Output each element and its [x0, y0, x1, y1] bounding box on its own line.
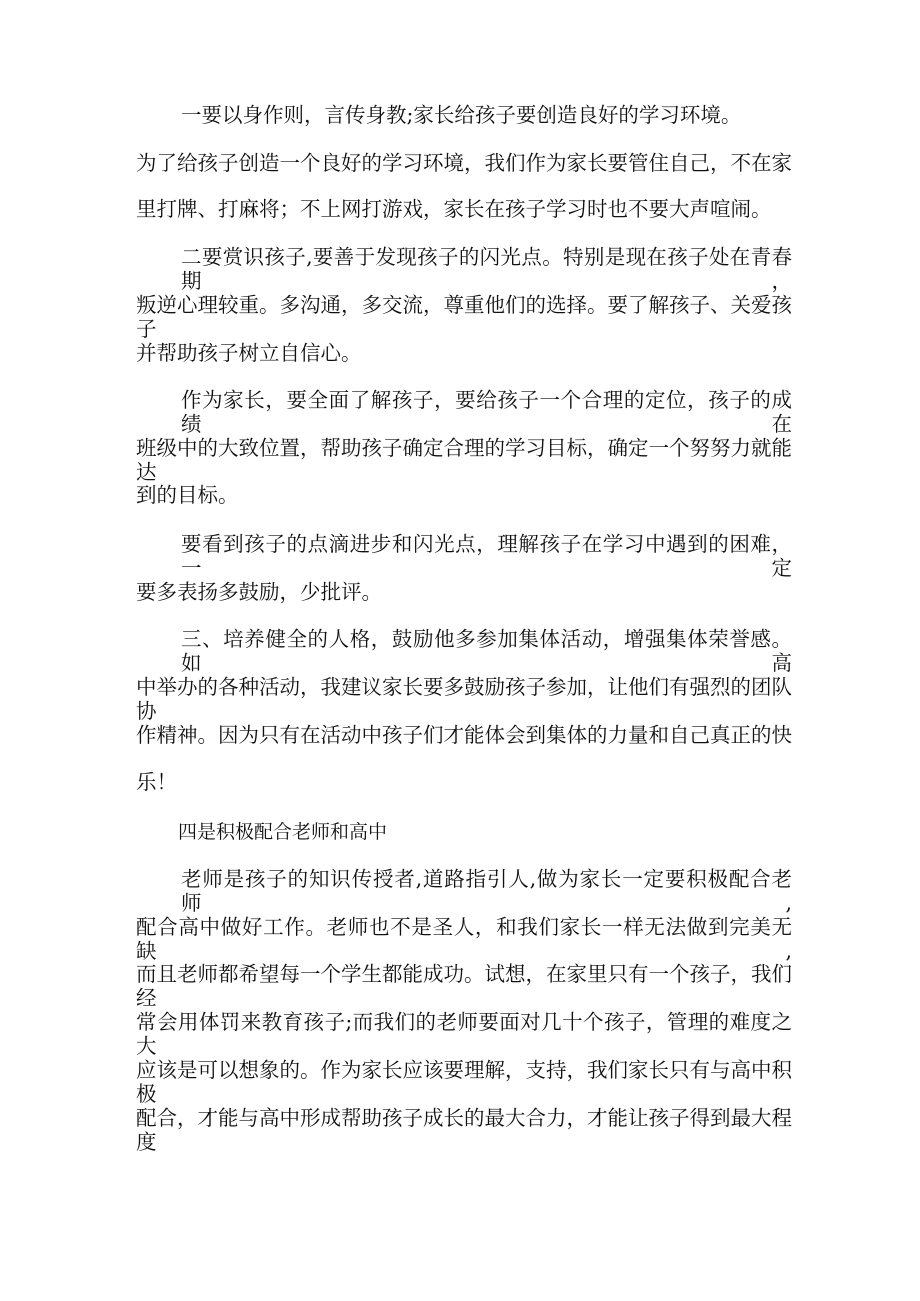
- paragraph-2-line-2: 叛逆心理较重。多沟通，多交流，尊重他们的选择。要了解孩子、关爱孩子: [136, 293, 792, 341]
- paragraph-1-line-1: 一要以身作则，言传身教;家长给孩子要创造良好的学习环境。: [181, 103, 742, 127]
- paragraph-5-line-4: 乐！: [136, 770, 177, 794]
- paragraph-3-line-1: 作为家长，要全面了解孩子，要给孩子一个合理的定位，孩子的成绩在: [181, 388, 792, 436]
- paragraph-5-line-1: 三、培养健全的人格，鼓励他多参加集体活动，增强集体荣誉感。如高: [181, 627, 792, 675]
- paragraph-6-line-6: 配合，才能与高中形成帮助孩子成长的最大合力，才能让孩子得到最大程度: [136, 1106, 792, 1154]
- paragraph-3-line-3: 到的目标。: [136, 483, 239, 507]
- paragraph-3-line-2: 班级中的大致位置，帮助孩子确定合理的学习目标，确定一个努努力就能达: [136, 436, 792, 484]
- paragraph-6-line-5: 应该是可以想象的。作为家长应该要理解，支持，我们家长只有与高中积极: [136, 1058, 792, 1106]
- paragraph-2-line-1: 二要赏识孩子,要善于发现孩子的闪光点。特别是现在孩子处在青春期，: [181, 245, 792, 293]
- paragraph-5-line-3: 作精神。因为只有在活动中孩子们才能体会到集体的力量和自己真正的快: [136, 723, 792, 747]
- paragraph-6-line-1: 老师是孩子的知识传授者,道路指引人,做为家长一定要积极配合老师,: [181, 867, 792, 915]
- paragraph-1-line-2: 为了给孩子创造一个良好的学习环境，我们作为家长要管住自己，不在家: [136, 151, 792, 175]
- paragraph-6-line-2: 配合高中做好工作。老师也不是圣人，和我们家长一样无法做到完美无缺,: [136, 915, 792, 963]
- paragraph-2-line-3: 并帮助孩子树立自信心。: [136, 341, 362, 365]
- paragraph-6-line-4: 常会用体罚来教育孩子;而我们的老师要面对几十个孩子，管理的难度之大: [136, 1010, 792, 1058]
- paragraph-1-line-3: 里打牌、打麻将；不上网打游戏，家长在孩子学习时也不要大声喧闹。: [136, 197, 772, 221]
- paragraph-6-line-3: 而且老师都希望每一个学生都能成功。试想，在家里只有一个孩子，我们经: [136, 962, 792, 1010]
- paragraph-4-line-1: 要看到孩子的点滴进步和闪光点，理解孩子在学习中遇到的困难，一定: [181, 532, 792, 580]
- section-heading: 四是积极配合老师和高中: [178, 821, 388, 843]
- paragraph-4-line-2: 要多表扬多鼓励，少批评。: [136, 580, 382, 604]
- paragraph-5-line-2: 中举办的各种活动，我建议家长要多鼓励孩子参加，让他们有强烈的团队协: [136, 675, 792, 723]
